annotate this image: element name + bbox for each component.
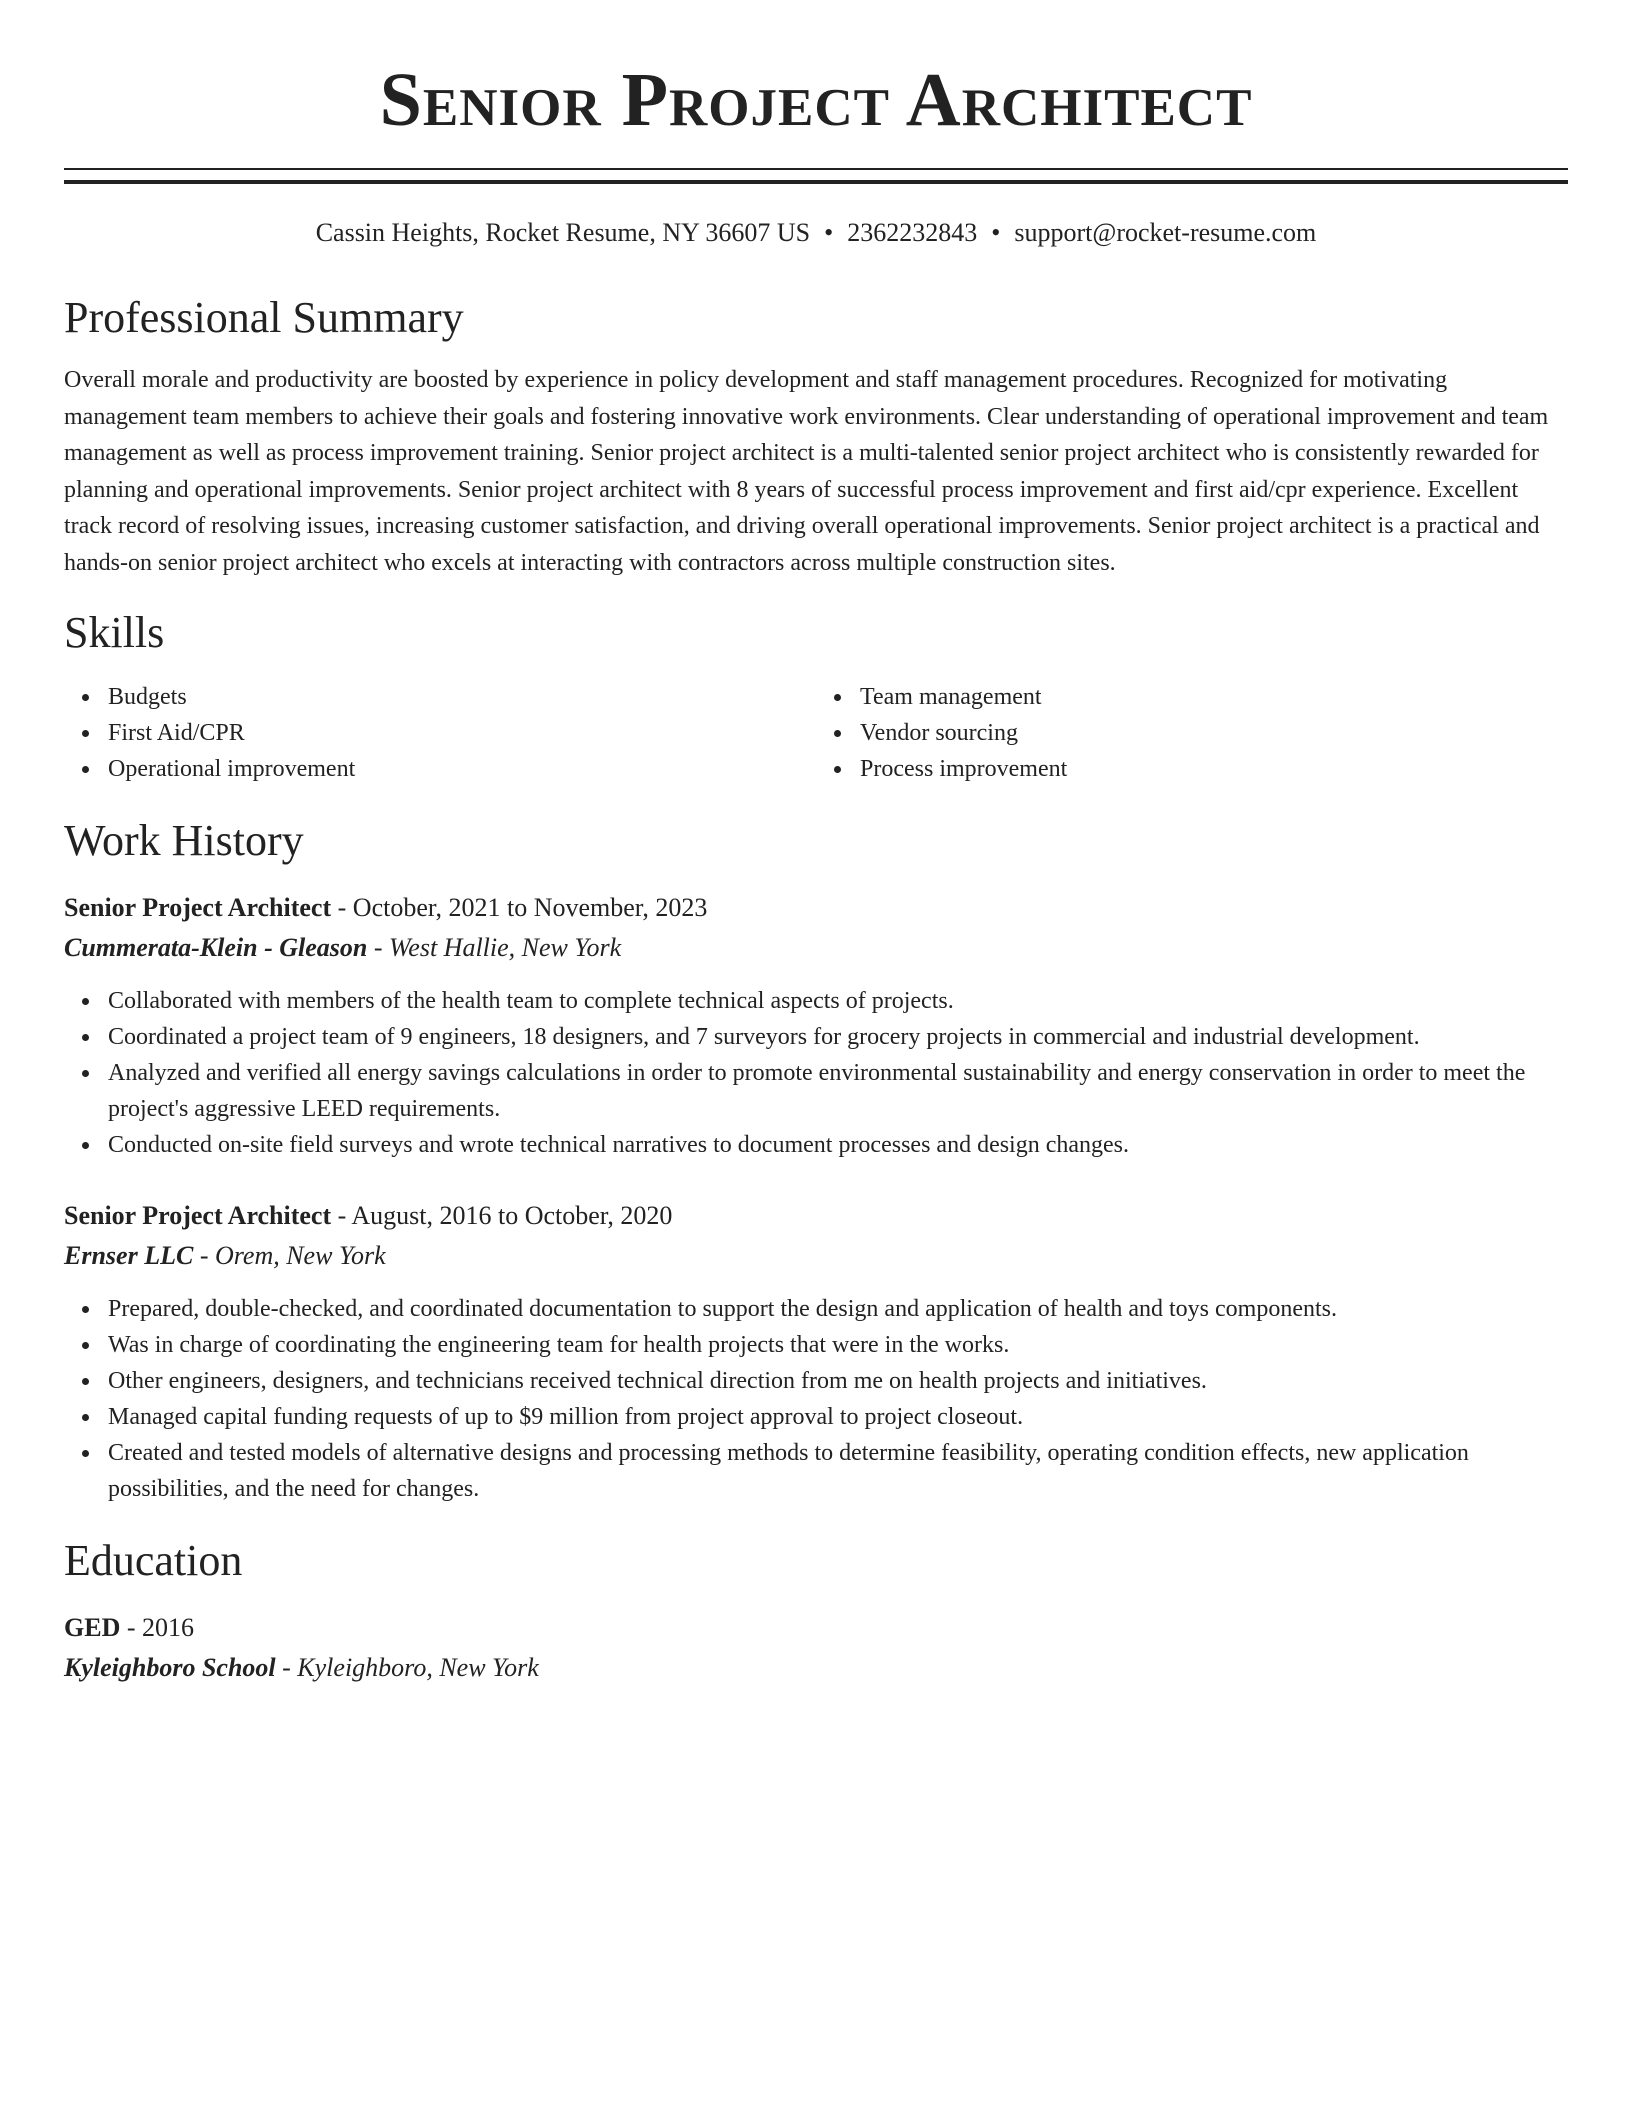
skills-column-left — [64, 679, 816, 787]
job-bullet: Conducted on-site field surveys and wrote technical narratives to document processes and design changes. — [108, 1127, 1568, 1163]
company-name: Cummerata-Klein - Gleason — [64, 933, 368, 962]
resume-title: Senior Project Architect — [379, 58, 1253, 142]
skill-item: Budgets — [108, 679, 816, 715]
summary-heading: Professional Summary — [64, 293, 464, 342]
job-dates: - October, 2021 to November, 2023 — [331, 893, 708, 922]
title-divider — [64, 168, 1568, 184]
job-bullet: Prepared, double-checked, and coordinated documentation to support the design and application of health and toys components. — [108, 1291, 1568, 1327]
skill-item: First Aid/CPR — [108, 715, 816, 751]
skill-item: Process improvement — [860, 751, 1568, 787]
company-location: - Orem, New York — [193, 1241, 386, 1270]
summary-text: Overall morale and productivity are boosted by experience in policy development and staff management procedures. Recognized for motivating management team members to achieve their goals and fostering innovative work environments. Clear understanding of operational improvement and team management as well as process improvement training. Senior project architect is a multi-talented senior project architect who is consistently rewarded for planning and operational improvements. Senior project architect with 8 years of successful process improvement and first aid/cpr experience. Excellent track record of resolving issues, increasing customer satisfaction, and driving overall operational improvements. Senior project architect is a practical and hands-on senior project architect who excels at interacting with contractors across multiple construction sites. — [64, 367, 1549, 576]
company-line — [64, 935, 1568, 961]
skills-heading: Skills — [64, 608, 165, 657]
company-location: - West Hallie, New York — [367, 933, 622, 962]
job-bullets — [64, 1291, 1568, 1507]
education-heading: Education — [64, 1536, 243, 1585]
contact-phone: 2362232843 — [847, 218, 978, 247]
job-title: Senior Project Architect — [64, 1201, 332, 1230]
contact-address: Cassin Heights, Rocket Resume, NY 36607 US — [315, 218, 811, 247]
company-line — [64, 1243, 1568, 1269]
contact-email: support@rocket-resume.com — [1014, 218, 1317, 247]
school-location: - Kyleighboro, New York — [275, 1653, 539, 1682]
work-history-heading: Work History — [64, 816, 304, 865]
job-bullet: Other engineers, designers, and technicians received technical direction from me on health projects and initiatives. — [108, 1363, 1568, 1399]
job-bullets — [64, 983, 1568, 1163]
education-entry — [64, 1615, 1568, 1681]
job-bullet: Was in charge of coordinating the engineering team for health projects that were in the works. — [108, 1327, 1568, 1363]
job-title-line — [64, 895, 1568, 921]
job-title: Senior Project Architect — [64, 893, 332, 922]
degree-year: - 2016 — [120, 1613, 195, 1642]
job-dates: - August, 2016 to October, 2020 — [331, 1201, 673, 1230]
job-bullet: Created and tested models of alternative designs and processing methods to determine feasibility, operating condition effects, new application possibilities, and the need for changes. — [108, 1435, 1568, 1507]
school-name: Kyleighboro School — [64, 1653, 276, 1682]
job-bullet: Managed capital funding requests of up to $9 million from project approval to project closeout. — [108, 1399, 1568, 1435]
degree: GED — [64, 1613, 121, 1642]
job-bullet: Analyzed and verified all energy savings calculations in order to promote environmental sustainability and energy conservation in order to meet the project's aggressive LEED requirements. — [108, 1055, 1568, 1127]
contact-separator: • — [824, 218, 834, 247]
contact-line — [64, 220, 1568, 246]
skill-item: Team management — [860, 679, 1568, 715]
job-entry — [64, 1203, 1568, 1507]
job-bullet: Collaborated with members of the health team to complete technical aspects of projects. — [108, 983, 1568, 1019]
skill-item: Vendor sourcing — [860, 715, 1568, 751]
degree-line — [64, 1615, 1568, 1641]
job-entry — [64, 895, 1568, 1163]
contact-separator: • — [991, 218, 1001, 247]
job-title-line — [64, 1203, 1568, 1229]
job-bullet: Coordinated a project team of 9 engineers, 18 designers, and 7 surveyors for grocery projects in commercial and industrial development. — [108, 1019, 1568, 1055]
skill-item: Operational improvement — [108, 751, 816, 787]
skills-column-right — [816, 679, 1568, 787]
skills-list — [64, 679, 1568, 787]
company-name: Ernser LLC — [64, 1241, 194, 1270]
school-line — [64, 1655, 1568, 1681]
